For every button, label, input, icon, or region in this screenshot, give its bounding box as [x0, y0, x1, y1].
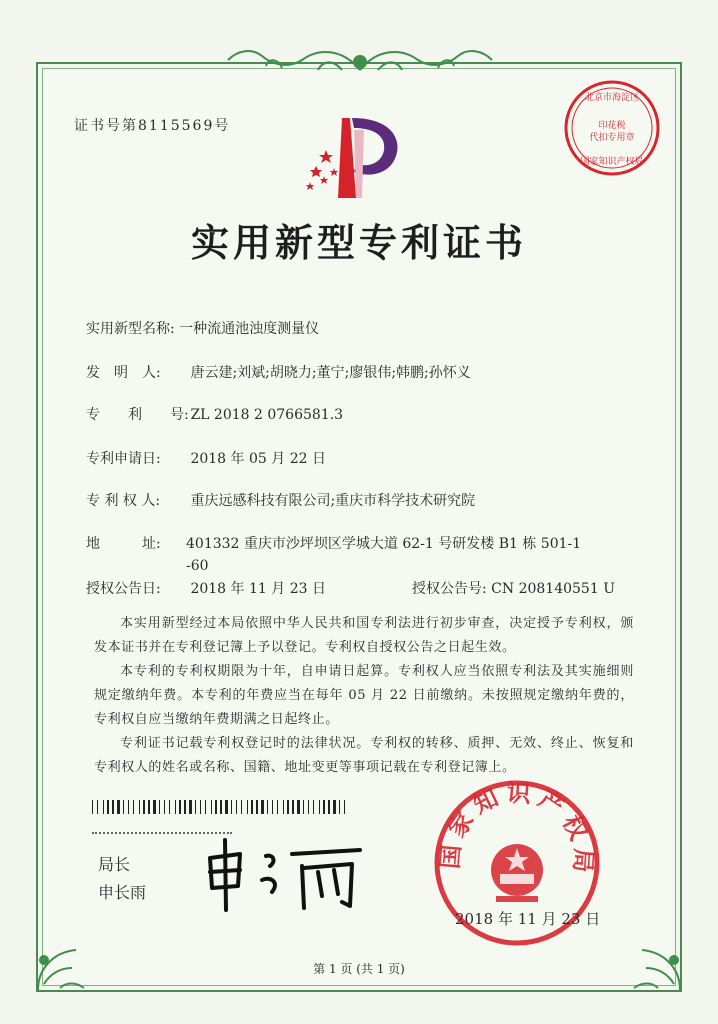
grant-date-label: 授权公告日:: [86, 581, 161, 597]
filing-date-value: 2018 年 05 月 22 日: [190, 451, 326, 467]
inventor-row: [86, 362, 471, 382]
patentee-value: 重庆远感科技有限公司;重庆市科学技术研究院: [190, 493, 476, 509]
svg-text:北京市海淀区: 北京市海淀区: [584, 93, 640, 103]
patent-number-value: ZL 2018 2 0766581.3: [190, 407, 344, 423]
svg-text:国家知识产权局: 国家知识产权局: [580, 157, 644, 167]
certificate-body: [94, 612, 634, 780]
patentee-label: 专 利 权 人:: [86, 493, 161, 509]
address-value: [186, 533, 606, 577]
grant-date-value: 2018 年 11 月 23 日: [190, 581, 326, 597]
body-paragraph-2: 本专利的专利权期限为十年，自申请日起算。专利权人应当依照专利法及其实施细则规定缴纳年费。本专利的年费应当在每年 05 月 22 日前缴纳。未按照规定缴纳年费的，专利权自应当缴纳年费期满之日起终止。: [94, 664, 634, 727]
inventor-label: 发 明 人:: [86, 365, 161, 381]
page-number: 第 1 页 (共 1 页): [313, 962, 405, 976]
grant-date-row: [86, 578, 326, 598]
handwritten-signature: [200, 836, 370, 916]
address-label: 地 址:: [86, 536, 161, 552]
svg-text:国家知识产权局: 国家知识产权局: [435, 778, 599, 880]
barcode-icon: [92, 800, 352, 814]
filing-date-label: 专利申请日:: [86, 451, 161, 467]
certificate-number: 证书号第8115569号: [74, 118, 231, 134]
director-name: 申长雨: [98, 883, 147, 902]
body-paragraph-3: 专利证书记载专利权登记时的法律状况。专利权的转移、质押、无效、终止、恢复和专利权人的姓名或名称、国籍、地址变更等事项记载在专利登记簿上。: [94, 736, 634, 775]
body-paragraph-1: 本实用新型经过本局依照中华人民共和国专利法进行初步审查，决定授予专利权，颁发本证书并在专利登记簿上予以登记。专利权自授权公告之日起生效。: [94, 616, 634, 655]
patent-number-row: [86, 404, 343, 424]
dotted-divider: [92, 832, 232, 834]
inventor-value: 唐云建;刘斌;胡晓力;董宁;廖银伟;韩鹏;孙怀义: [190, 365, 471, 381]
filing-date-row: [86, 448, 326, 468]
utility-model-name-row: [86, 318, 319, 338]
grant-number-row: [412, 578, 615, 598]
bureau-director-title: 局长: [98, 855, 131, 874]
patent-office-logo-icon: [298, 110, 418, 205]
address-label-row: [86, 533, 161, 553]
svg-text:印花税: 印花税: [598, 121, 626, 131]
svg-text:代扣专用章: 代扣专用章: [589, 133, 635, 143]
grant-number-label: 授权公告号:: [412, 581, 487, 597]
grant-number-value: CN 208140551 U: [491, 581, 615, 597]
top-ornament-icon: [222, 40, 498, 80]
patentee-row: [86, 490, 475, 510]
tax-stamp-seal: [562, 78, 662, 178]
patent-number-label: 专 利 号:: [86, 407, 189, 423]
utility-model-name-label: 实用新型名称:: [86, 321, 175, 337]
address-line-2: -60: [186, 558, 209, 574]
certificate-title: 实用新型专利证书: [190, 220, 527, 265]
address-line-1: 401332 重庆市沙坪坝区学城大道 62-1 号研发楼 B1 栋 501-1: [186, 536, 582, 552]
seal-date: 2018 年 11 月 23 日: [455, 910, 601, 928]
utility-model-name-value: 一种流通池浊度测量仪: [179, 321, 320, 337]
